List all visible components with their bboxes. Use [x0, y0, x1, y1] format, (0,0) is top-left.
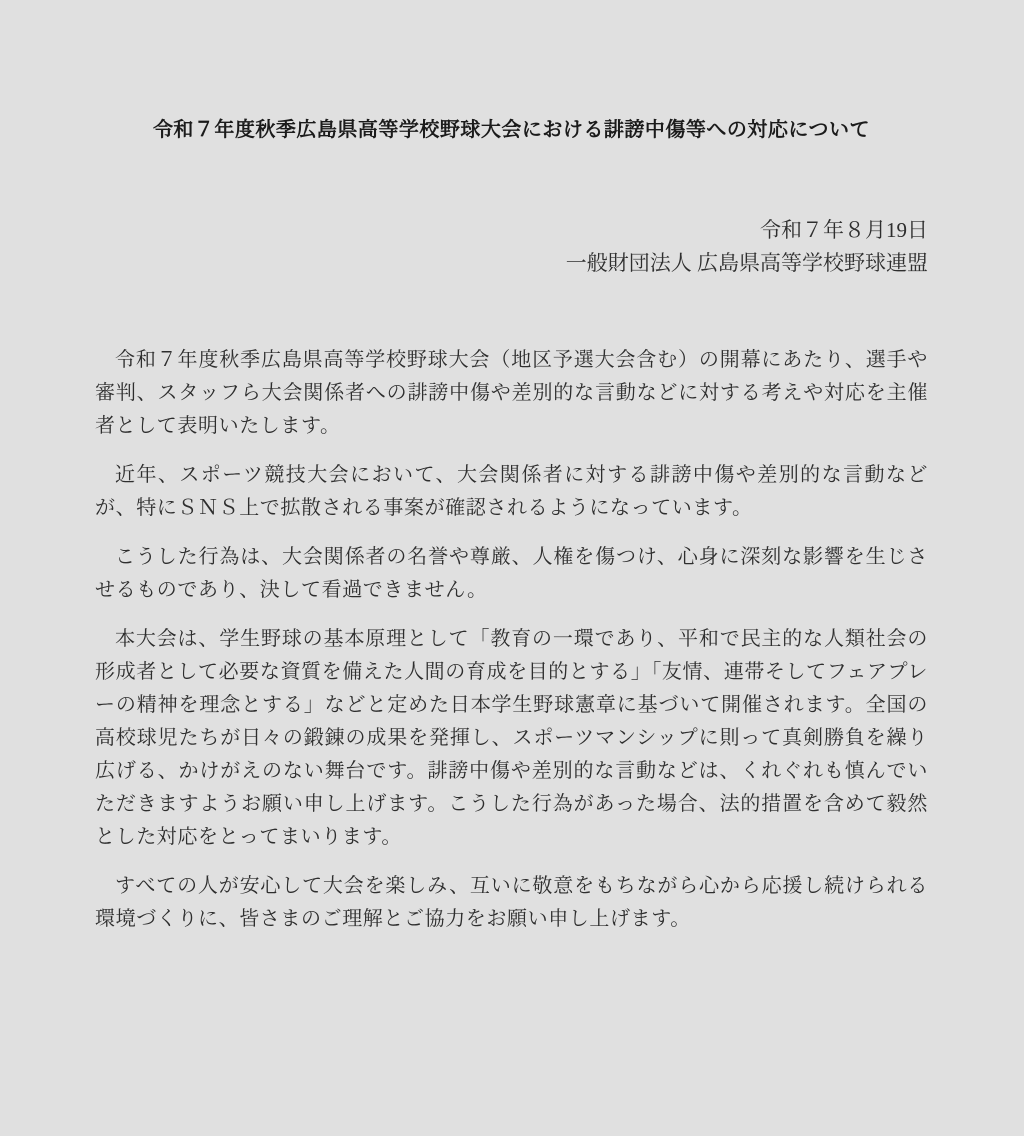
document-meta	[95, 214, 928, 280]
issuing-organization: 一般財団法人 広島県高等学校野球連盟	[565, 251, 928, 275]
paragraph-closing-request: すべての人が安心して大会を楽しみ、互いに敬意をもちながら心から応援し続けられる環境づくりに、皆さまのご理解とご協力をお願い申し上げます。	[95, 875, 928, 930]
paragraph-impact: こうした行為は、大会関係者の名誉や尊厳、人権を傷つけ、心身に深刻な影響を生じさせるものであり、決して看過できません。	[95, 546, 928, 601]
paragraph-background-sns: 近年、スポーツ競技大会において、大会関係者に対する誹謗中傷や差別的な言動などが、特にＳＮＳ上で拡散される事案が確認されるようになっています。	[95, 464, 928, 519]
document-body	[95, 344, 928, 936]
document-title: 令和７年度秋季広島県高等学校野球大会における誹謗中傷等への対応について	[152, 119, 871, 141]
paragraph-charter-and-measures: 本大会は、学生野球の基本原理として「教育の一環であり、平和で民主的な人類社会の形成者として必要な資質を備えた人間の育成を目的とする」「友情、連帯そしてフェアプレーの精神を理念とする」などと定めた日本学生野球憲章に基づいて開催されます。全国の高校球児たちが日々の鍛錬の成果を発揮し、スポーツマンシップに則って真剣勝負を繰り広げる、かけがえのない舞台です。誹謗中傷や差別的な言動などは、くれぐれも慎んでいただきますようお願い申し上げます。こうした行為があった場合、法的措置を含めて毅然とした対応をとってまいります。	[95, 628, 928, 848]
document-date: 令和７年８月19日	[760, 218, 928, 242]
paragraph-opening-statement: 令和７年度秋季広島県高等学校野球大会（地区予選大会含む）の開幕にあたり、選手や審判、スタッフら大会関係者への誹謗中傷や差別的な言動などに対する考えや対応を主催者として表明いたします。	[95, 349, 928, 437]
